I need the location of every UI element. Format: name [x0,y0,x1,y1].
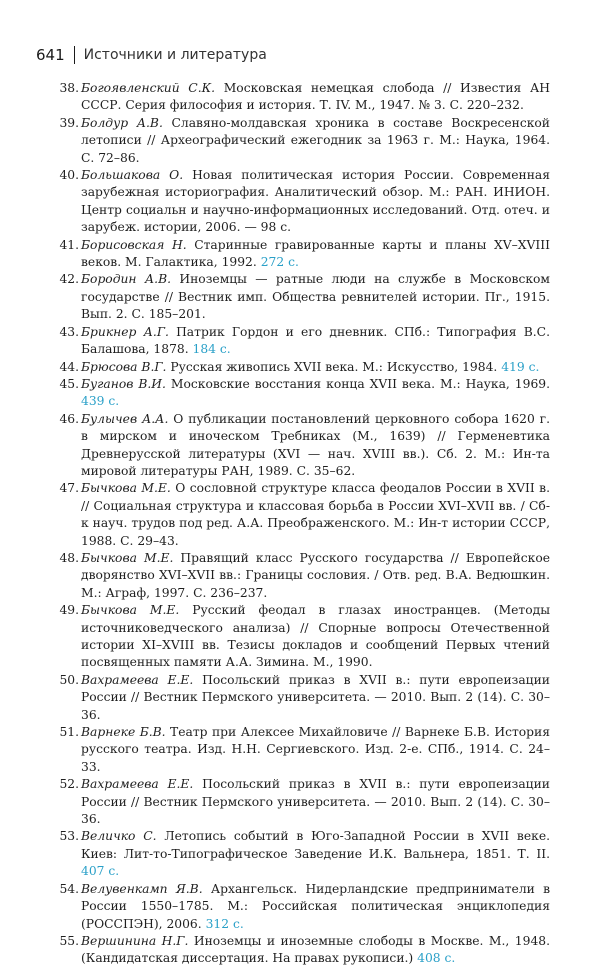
reference-entry [56,376,550,411]
page-header [36,46,267,64]
reference-text: Новая политическая история России. Современная зарубежная историография. Аналитический обзор. М.: РАН. ИНИОН. Центр социальн и научно-информационных исследований. Отд. отеч. и зарубеж. истории, 2006. — 98 с. [81,168,550,235]
reference-entry [56,933,550,968]
reference-number: 46. [59,411,79,426]
reference-entry [56,411,550,481]
reference-number: 52. [59,777,79,792]
reference-number: 41. [59,237,79,252]
reference-text: Старинные гравированные карты и планы XV–XVIII веков. М. Галактика, 1992. [81,237,550,270]
reference-text: Московские восстания конца XVII века. М.: Наука, 1969. [165,376,550,391]
header-divider [74,46,75,64]
reference-entry [56,359,550,376]
reference-pages[interactable]: 439 с. [81,394,120,409]
reference-entry [56,881,550,933]
reference-author: Богоявленский С.К. [81,81,216,95]
reference-author: Борисовская Н. [81,237,187,252]
reference-text: Славяно-молдавская хроника в составе Воскресенской летописи // Археографический ежегодник за 1963 г. М.: Наука, 1964. С. 72–86. [81,115,551,165]
reference-text: Патрик Гордон и его дневник. СПб.: Типография В.С. Балашова, 1878. [81,324,550,357]
reference-author: Варнеке Б.В. [81,725,166,740]
reference-entry [56,480,550,550]
reference-text: О сословной структуре класса феодалов России в XVII в. // Социальная структура и классовая борьба в России XVI–XVII вв. / Сб-к науч. трудов под ред. А.А. Преображенского. М.: Ин-т истории СССР, 1988. С. 29–43. [81,481,550,548]
reference-text: Иноземцы и иноземные слободы в Москве. М., 1948. (Кандидатская диссертация. На правах рукописи.) [81,933,551,966]
reference-author: Вахрамеева Е.Е. [81,777,194,792]
reference-entry [56,167,550,237]
reference-number: 38. [59,81,79,95]
reference-author: Булычев А.А. [81,411,169,426]
reference-text: Посольский приказ в XVII в.: пути европеизации России // Вестник Пермского университета. — 2010. Вып. 2 (14). С. 30–36. [81,777,550,827]
reference-text: Посольский приказ в XVII в.: пути европеизации России // Вестник Пермского университета. — 2010. Вып. 2 (14). С. 30–36. [81,672,550,722]
reference-author: Бычкова М.Е. [81,550,174,565]
reference-author: Брикнер А.Г. [81,324,169,339]
reference-pages[interactable]: 419 с. [501,359,540,374]
reference-entry [56,80,550,115]
reference-number: 43. [59,324,79,339]
reference-author: Бородин А.В. [81,272,172,287]
reference-entry [56,776,550,828]
reference-author: Буганов В.И. [81,376,166,391]
reference-pages[interactable]: 407 с. [81,864,120,879]
reference-text: Правящий класс Русского государства // Европейское дворянство XVI–XVII вв.: Границы сословия. / Отв. ред. В.А. Ведюшкин. М.: Аграф, 1997. С. 236–237. [81,550,550,600]
reference-list [56,80,550,968]
reference-text: О публикации постановлений церковного собора 1620 г. в мирском и иноческом Требниках (М., 1639) // Герменевтика Древнерусской литературы (XVI — нач. XVIII вв.). Сб. 2. М.: Ин-та мировой литературы РАН, 1989. С. 35–62. [81,411,551,478]
reference-text: Архангельск. Нидерландские предприниматели в России 1550–1785. М.: Российская политическая энциклопедия (РОССПЭН), 2006. [81,881,550,931]
reference-author: Велувенкамп Я.В. [81,881,203,896]
reference-text: Русский феодал в глазах иностранцев. (Методы источниковедческого анализа) // Спорные вопросы Отечественной истории XI–XVIII вв. Тезисы докладов и сообщений Первых чтений посвященных памяти А.А. Зимина. М., 1990. [81,603,550,670]
reference-author: Бычкова М.Е. [81,481,171,496]
reference-number: 42. [59,272,79,287]
reference-text: Русская живопись XVII века. М.: Искусство, 1984. [166,359,502,374]
reference-author: Вершинина Н.Г. [81,933,189,948]
reference-number: 39. [59,115,79,130]
reference-entry [56,115,550,167]
reference-entry [56,237,550,272]
reference-text: Летопись событий в Юго-Западной России в XVII веке. Киев: Лит-то-Типографическое Заведение И.К. Вальнера, 1851. Т. II. [81,829,550,861]
reference-text: Театр при Алексее Михайловиче // Варнеке Б.В. История русского театра. Изд. Н.Н. Сергиевского. Изд. 2-е. СПб., 1914. С. 24–33. [81,725,550,774]
reference-entry [56,672,550,724]
reference-pages[interactable]: 408 с. [417,951,456,966]
reference-entry [56,602,550,672]
reference-number: 40. [59,168,79,183]
reference-author: Болдур А.В. [81,115,163,130]
reference-entry [56,324,550,359]
reference-number: 54. [59,881,79,896]
reference-author: Большакова О. [81,168,184,183]
reference-number: 44. [59,359,79,374]
reference-author: Величко С. [81,829,157,844]
reference-text: Московская немецкая слобода // Известия АН СССР. Серия философия и история. Т. IV. М., 1947. № 3. С. 220–232. [81,81,550,113]
reference-pages[interactable]: 312 с. [205,916,244,931]
reference-author: Брюсова В.Г. [81,359,167,374]
reference-entry [56,724,550,776]
running-title: Источники и литература [83,47,267,63]
reference-pages[interactable]: 184 с. [192,342,231,357]
reference-number: 53. [59,829,79,844]
page-number: 641 [36,46,65,64]
reference-number: 50. [59,672,79,687]
reference-entry [56,550,550,602]
reference-entry [56,828,550,880]
reference-number: 55. [59,933,79,948]
reference-number: 45. [59,376,79,391]
reference-author: Вахрамеева Е.Е. [81,672,194,687]
reference-author: Бычкова М.Е. [81,603,180,618]
reference-pages[interactable]: 272 с. [260,255,299,270]
reference-number: 47. [59,481,79,496]
reference-number: 48. [59,550,79,565]
reference-text: Иноземцы — ратные люди на службе в Московском государстве // Вестник имп. Общества ревнителей истории. Пг., 1915. Вып. 2. С. 185–201. [81,272,551,322]
reference-number: 49. [59,603,79,618]
reference-number: 51. [59,725,79,740]
reference-entry [56,271,550,323]
